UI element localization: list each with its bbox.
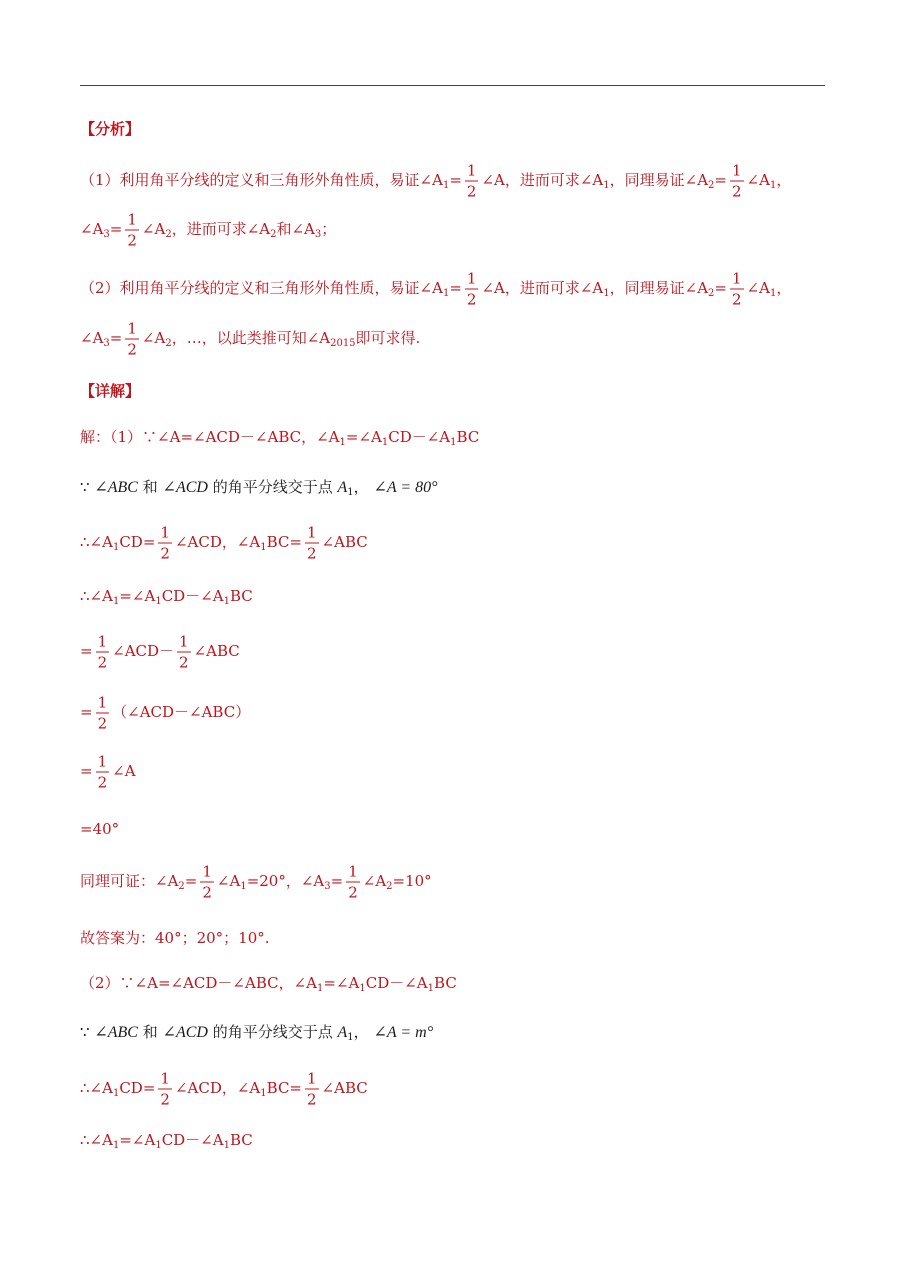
solution-line-7: = $\frac{1}{2}$ ∠A [80, 752, 136, 792]
fraction-half: $\frac{1}{2}$ [179, 632, 189, 672]
analysis-line-2a: （2）利用角平分线的定义和三角形外角性质，易证$\angle A_1=$ $\frac{1}{2}$ ∠A，进而可求$\angle A_1$，同理易证$\angle A_2=$ $\frac{1}{2}$ $\angle A_1$， [80, 269, 792, 309]
solution-answer-1: 故答案为：40°；20°；10°. [80, 929, 270, 947]
fraction-half: $\frac{1}{2}$ [97, 693, 108, 733]
fraction-half: $\frac{1}{2}$ [97, 632, 108, 672]
analysis-line-1a: （1）利用角平分线的定义和三角形外角性质，易证$\angle A_1=$ $\frac{1}{2}$ ∠A，进而可求$\angle A_1$，同理易证$\angle A_2=$ $\frac{1}{2}$ $\angle A_1$， [80, 161, 792, 201]
solution-line-6: = $\frac{1}{2}$ （∠ACD－∠ABC） [80, 693, 251, 733]
fraction-half: $\frac{1}{2}$ [466, 269, 477, 309]
solution-line-1: 解：（1）∵∠A=∠ACD－∠ABC，$\angle A_1=\angle A_1CD-\angle A_1BC$ [80, 428, 480, 448]
fraction-half: $\frac{1}{2}$ [348, 862, 358, 902]
header-rule [80, 85, 825, 86]
fraction-half: $\frac{1}{2}$ [160, 523, 170, 563]
solution-heading: 【详解】 [80, 382, 141, 400]
fraction-half: $\frac{1}{2}$ [307, 1069, 317, 1109]
solution-line-2: ∵ ∠ABC 和 ∠ACD 的角平分线交于点 $A_1$， ∠A = 80° [80, 478, 438, 498]
fraction-half: $\frac{1}{2}$ [466, 161, 477, 201]
solution-line-3: $\therefore\angle A_1CD=$ $\frac{1}{2}$ ∠ACD，$\angle A_1BC=$ $\frac{1}{2}$ ∠ABC [80, 523, 368, 563]
solution-line-14: $\therefore\angle A_1=\angle A_1CD-\angle A_1BC$ [80, 1131, 253, 1151]
solution-line-13: $\therefore\angle A_1CD=$ $\frac{1}{2}$ ∠ACD，$\angle A_1BC=$ $\frac{1}{2}$ ∠ABC [80, 1069, 368, 1109]
fraction-half: $\frac{1}{2}$ [97, 752, 108, 792]
fraction-half: $\frac{1}{2}$ [160, 1069, 170, 1109]
fraction-half: $\frac{1}{2}$ [732, 269, 742, 309]
solution-line-4: $\therefore\angle A_1=\angle A_1CD-\angle A_1BC$ [80, 587, 253, 607]
fraction-half: $\frac{1}{2}$ [307, 523, 317, 563]
analysis-line-2b: $\angle A_3=$ $\frac{1}{2}$ $\angle A_2$，…，以此类推可知$\angle A_{2015}$即可求得. [80, 319, 421, 359]
fraction-half: $\frac{1}{2}$ [732, 161, 742, 201]
fraction-half: $\frac{1}{2}$ [127, 319, 137, 359]
solution-line-9: 同理可证：$\angle A_2=$ $\frac{1}{2}$ $\angle A_1=20^\circ$，$\angle A_3=$ $\frac{1}{2}$ $\angle A_2=10^\circ$ [80, 862, 432, 902]
solution-line-12: ∵ ∠ABC 和 ∠ACD 的角平分线交于点 $A_1$， ∠A = m° [80, 1023, 434, 1043]
solution-line-5: = $\frac{1}{2}$ ∠ACD－ $\frac{1}{2}$ ∠ABC [80, 632, 240, 672]
solution-line-11: （2）∵∠A=∠ACD－∠ABC，$\angle A_1=\angle A_1CD-\angle A_1BC$ [80, 974, 457, 994]
fraction-half: $\frac{1}{2}$ [202, 862, 212, 902]
analysis-heading: 【分析】 [80, 120, 141, 138]
analysis-line-1b: $\angle A_3=$ $\frac{1}{2}$ $\angle A_2$，进而可求$\angle A_2$和$\angle A_3$； [80, 210, 337, 250]
solution-line-8: =40° [80, 820, 120, 838]
fraction-half: $\frac{1}{2}$ [127, 210, 137, 250]
